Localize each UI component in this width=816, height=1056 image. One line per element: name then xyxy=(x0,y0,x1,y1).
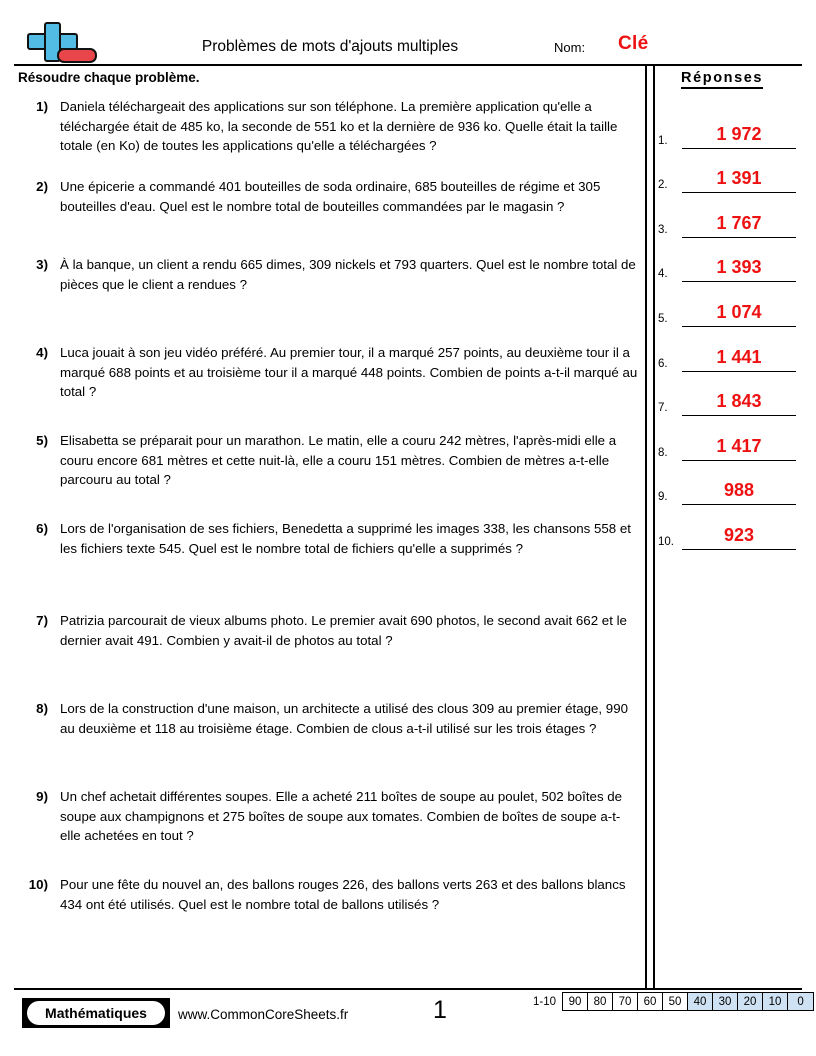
problem-text: Un chef achetait différentes soupes. Elle a acheté 211 boîtes de soupe au poulet, 502 boîtes de soupe aux champignons et 275 boîtes de soupe aux tomates. Combien de boîtes de soupe a-t-elle achetées en tout ? xyxy=(60,789,623,844)
column-divider-left xyxy=(645,66,647,988)
worksheet-header xyxy=(0,0,816,66)
answer-index: 7. xyxy=(658,402,668,415)
answer-value[interactable]: 1 441 xyxy=(716,346,762,367)
scale-cell: 40 xyxy=(688,993,713,1010)
problem-number: 7) xyxy=(36,613,48,628)
answer-row xyxy=(658,372,808,417)
answer-line xyxy=(682,549,796,550)
answer-value[interactable]: 1 767 xyxy=(716,212,762,233)
scale-cell: 60 xyxy=(638,993,663,1010)
problem-text: Elisabetta se préparait pour un marathon. Le matin, elle a couru 242 mètres, l'après-midi elle a couru encore 681 mètres et cette nuit-là, elle a couru 151 mètres. Combien de mètres a-t-elle parcouru au total ? xyxy=(60,433,617,488)
problem-text: Daniela téléchargeait des applications sur son téléphone. La première application qu'elle a téléchargée était de 485 ko, la seconde de 551 ko et la dernière de 936 ko. Quelle était la taille totale (en Ko) de toutes les applications qu'elle a téléchargées ? xyxy=(60,99,618,154)
answer-value[interactable]: 1 393 xyxy=(716,257,762,278)
answers-list xyxy=(658,104,808,550)
problem-item-8 xyxy=(18,699,638,787)
brand-badge xyxy=(22,998,170,1028)
scale-cell: 70 xyxy=(613,993,638,1010)
answer-row xyxy=(658,238,808,283)
scale-cell: 50 xyxy=(663,993,688,1010)
problem-item-1 xyxy=(18,97,638,177)
name-label: Nom: xyxy=(554,40,586,55)
answer-index: 10. xyxy=(658,535,674,548)
answer-row xyxy=(658,149,808,194)
problem-number: 8) xyxy=(36,701,48,716)
problems-list xyxy=(18,97,638,935)
problem-text: Lors de la construction d'une maison, un architecte a utilisé des clous 309 au premier étage, 990 au deuxième et 118 au troisième étage. Combien de clous a-t-il utilisé sur les trois étages ? xyxy=(60,701,628,736)
answer-index: 6. xyxy=(658,357,668,370)
answer-value[interactable]: 1 843 xyxy=(716,391,762,412)
plus-minus-math-icon xyxy=(18,22,100,66)
name-value[interactable]: Clé xyxy=(618,33,649,54)
answer-index: 4. xyxy=(658,268,668,281)
answer-row xyxy=(658,327,808,372)
answers-heading: Réponses xyxy=(681,70,763,89)
answer-row xyxy=(658,104,808,149)
problem-text: Pour une fête du nouvel an, des ballons rouges 226, des ballons verts 263 et des ballons blancs 434 ont été utilisés. Quel est le nombre total de ballons utilisés ? xyxy=(60,877,626,912)
problem-item-5 xyxy=(18,431,638,519)
scale-cell: 30 xyxy=(713,993,738,1010)
answer-row xyxy=(658,461,808,506)
problem-text: Luca jouait à son jeu vidéo préféré. Au premier tour, il a marqué 257 points, au deuxième tour il a marqué 688 points et au troisième tour il a marqué 448 points. Combien de points a-t-il marqué au total ? xyxy=(60,345,638,400)
scale-cell: 80 xyxy=(588,993,613,1010)
answer-row xyxy=(658,282,808,327)
problem-number: 5) xyxy=(36,433,48,448)
answer-index: 8. xyxy=(658,446,668,459)
site-url[interactable]: www.CommonCoreSheets.fr xyxy=(178,1007,349,1022)
problem-item-9 xyxy=(18,787,638,875)
page-title: Problèmes de mots d'ajouts multiples xyxy=(201,38,459,55)
problem-number: 6) xyxy=(36,521,48,536)
problem-text: Une épicerie a commandé 401 bouteilles de soda ordinaire, 685 bouteilles de régime et 305 bouteilles d'eau. Quel est le nombre total de bouteilles commandées par le magasin ? xyxy=(60,179,601,214)
answer-value[interactable]: 1 074 xyxy=(716,301,762,322)
problem-item-4 xyxy=(18,343,638,431)
answer-row xyxy=(658,193,808,238)
answer-row xyxy=(658,505,808,550)
scale-cell: 20 xyxy=(738,993,763,1010)
answer-index: 9. xyxy=(658,491,668,504)
scale-range-label: 1-10 xyxy=(533,995,557,1008)
instructions-text: Résoudre chaque problème. xyxy=(18,70,200,85)
answer-value[interactable]: 1 417 xyxy=(716,435,762,456)
problem-number: 4) xyxy=(36,345,48,360)
problem-text: À la banque, un client a rendu 665 dimes, 309 nickels et 793 quarters. Quel est le nombre total de pièces que le client a rendues ? xyxy=(60,257,636,292)
answer-index: 2. xyxy=(658,179,668,192)
answer-index: 1. xyxy=(658,134,668,147)
minus-bar xyxy=(57,48,97,63)
scale-cell: 10 xyxy=(763,993,788,1010)
problem-number: 3) xyxy=(36,257,48,272)
plus-center-fill xyxy=(46,35,59,48)
problem-text: Lors de l'organisation de ses fichiers, Benedetta a supprimé les images 338, les chansons 558 et les fichiers texte 545. Quel est le nombre total de fichiers qu'elle a supprimés ? xyxy=(60,521,631,556)
scale-cells xyxy=(562,992,814,1011)
grading-scale xyxy=(531,992,814,1011)
answer-value[interactable]: 1 391 xyxy=(716,168,762,189)
answer-value[interactable]: 1 972 xyxy=(716,123,762,144)
scale-cell: 90 xyxy=(563,993,588,1010)
answer-index: 5. xyxy=(658,312,668,325)
answer-index: 3. xyxy=(658,223,668,236)
problem-number: 9) xyxy=(36,789,48,804)
problem-item-2 xyxy=(18,177,638,255)
answer-value[interactable]: 923 xyxy=(723,524,755,545)
problem-number: 10) xyxy=(28,877,48,892)
problem-item-7 xyxy=(18,611,638,699)
problem-item-6 xyxy=(18,519,638,611)
problem-item-10 xyxy=(18,875,638,935)
column-divider-right xyxy=(653,66,655,988)
brand-label: Mathématiques xyxy=(27,1001,165,1025)
footer-divider xyxy=(14,988,802,990)
header-divider xyxy=(14,64,802,66)
problem-number: 1) xyxy=(36,99,48,114)
problem-text: Patrizia parcourait de vieux albums photo. Le premier avait 690 photos, le second avait 662 et le dernier avait 491. Combien y avait-il de photos au total ? xyxy=(60,613,627,648)
problem-number: 2) xyxy=(36,179,48,194)
page-number: 1 xyxy=(433,996,447,1024)
problem-item-3 xyxy=(18,255,638,343)
scale-cell: 0 xyxy=(788,993,813,1010)
answer-row xyxy=(658,416,808,461)
answer-value[interactable]: 988 xyxy=(723,480,755,501)
